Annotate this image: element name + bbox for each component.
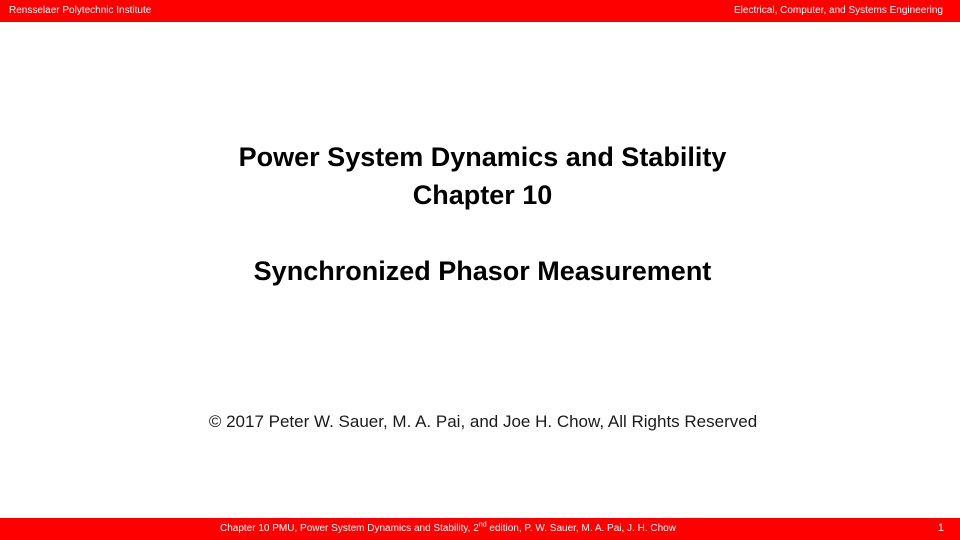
header-bar: [0, 0, 960, 22]
slide-subtitle: Synchronized Phasor Measurement: [253, 256, 712, 286]
footer-citation-part-1: Chapter 10 PMU, Power System Dynamics and Stability, 2: [220, 523, 479, 534]
footer-citation-superscript: nd: [478, 521, 487, 529]
copyright-notice: © 2017 Peter W. Sauer, M. A. Pai, and Joe H. Chow, All Rights Reserved: [208, 412, 758, 431]
title-line-2: Chapter 10: [412, 180, 553, 210]
institution-name: Rensselaer Polytechnic Institute: [9, 5, 152, 16]
title-line-1: Power System Dynamics and Stability: [238, 142, 727, 172]
slide-title: [0, 138, 960, 214]
footer-citation: [220, 523, 676, 535]
footer-bar: [0, 518, 960, 540]
page-number: 1: [937, 522, 944, 534]
department-name: Electrical, Computer, and Systems Engineering: [734, 5, 943, 16]
footer-citation-part-2: edition, P. W. Sauer, M. A. Pai, J. H. Chow: [486, 523, 676, 534]
